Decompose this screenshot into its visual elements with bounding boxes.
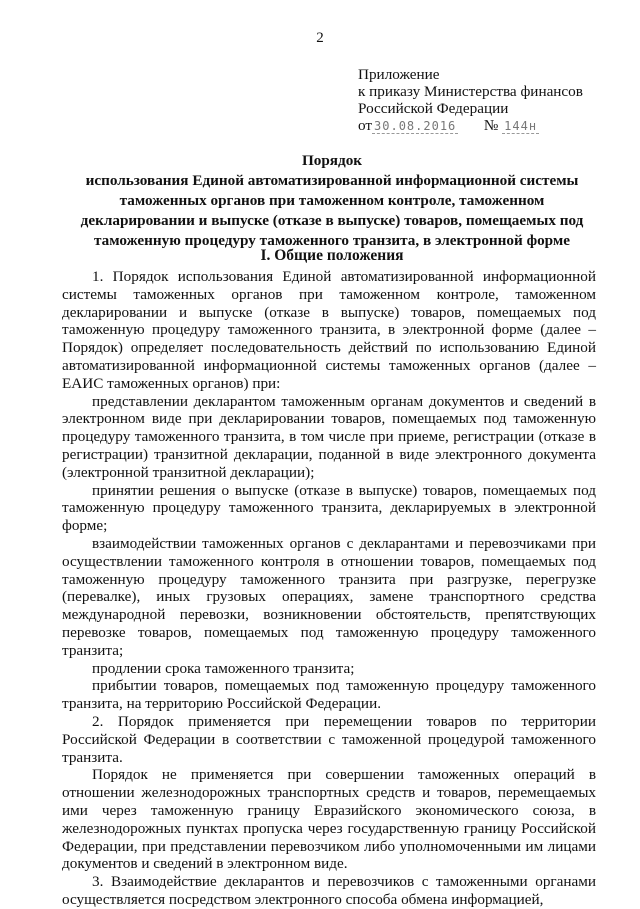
page-number: 2: [316, 30, 324, 46]
section-heading: I. Общие положения: [260, 247, 404, 264]
from-prefix: от: [358, 117, 373, 134]
appendix-date-number-line: [358, 117, 618, 135]
appendix-line-2: к приказу Министерства финансов: [358, 83, 583, 100]
document-body: [62, 268, 596, 909]
title-line-2: использования Единой автоматизированной информационной системы таможенных органов при таможенном контроле, таможенном декларировании и выпуске (отказе в выпуске) товаров, помещаемых под таможенную процедуру таможенного транзита, в электронной форме: [80, 172, 584, 249]
paragraph: 2. Порядок применяется при перемещении товаров по территории Российской Федерации в соответствии с таможенной процедурой таможенного транзита.: [62, 712, 596, 766]
appendix-line-3: Российской Федерации: [358, 100, 509, 117]
appendix-block: [358, 66, 618, 135]
paragraph: представлении декларантом таможенным органам документов и сведений в электронном виде при декларировании товаров, помещаемых под таможенную процедуру таможенного транзита, в том числе при приеме, регистрации (отказе в регистрации) транзитной декларации, поданной в виде электронного документа (электронной транзитной декларации);: [62, 392, 596, 481]
handwritten-number: 144н: [504, 119, 538, 133]
paragraph: взаимодействии таможенных органов с декларантами и перевозчиками при осуществлении таможенного контроля в отношении товаров, помещаемых под таможенную процедуру таможенного транзита при разгрузке, перегрузке (перевалке), иных грузовых операциях, замене транспортного средства международной перевозки, возникновении обстоятельств, препятствующих перевозке товаров, помещаемых под таможенную процедуру таможенного транзита;: [62, 534, 596, 659]
paragraph: 1. Порядок использования Единой автоматизированной информационной системы таможенных органов при таможенном контроле, таможенном декларировании и выпуске (отказе в выпуске) товаров, помещаемых под таможенную процедуру таможенного транзита, в электронной форме (далее – Порядок) определяет последовательность действий по использованию Единой автоматизированной информационной системы таможенных органов (далее – ЕАИС таможенных органов) при:: [62, 268, 596, 392]
title-line-1: Порядок: [301, 152, 363, 169]
paragraph: продлении срока таможенного транзита;: [92, 659, 355, 677]
paragraph: 3. Взаимодействие декларантов и перевозчиков с таможенными органами осуществляется посредством электронного способа обмена информацией,: [62, 873, 596, 908]
paragraph: прибытии товаров, помещаемых под таможенную процедуру таможенного транзита, на территорию Российской Федерации.: [62, 677, 596, 713]
appendix-line-1: Приложение: [358, 66, 440, 83]
paragraph: принятии решения о выпуске (отказе в выпуске) товаров, помещаемых под таможенную процедуру таможенного транзита, декларируемых в электронной форме;: [62, 481, 596, 535]
document-title: [62, 151, 602, 251]
paragraph: Порядок не применяется при совершении таможенных операций в отношении железнодорожных транспортных средств и товаров, перемещаемых ими через таможенную границу Евразийского экономического союза, в железнодорожных пунктах пропуска через государственную границу Российской Федерации, при представлении перевозчиком либо уполномоченными им лицами документов и сведений в электронном виде.: [62, 766, 596, 873]
handwritten-date: 30.08.2016: [374, 119, 457, 133]
number-prefix: №: [483, 117, 499, 134]
